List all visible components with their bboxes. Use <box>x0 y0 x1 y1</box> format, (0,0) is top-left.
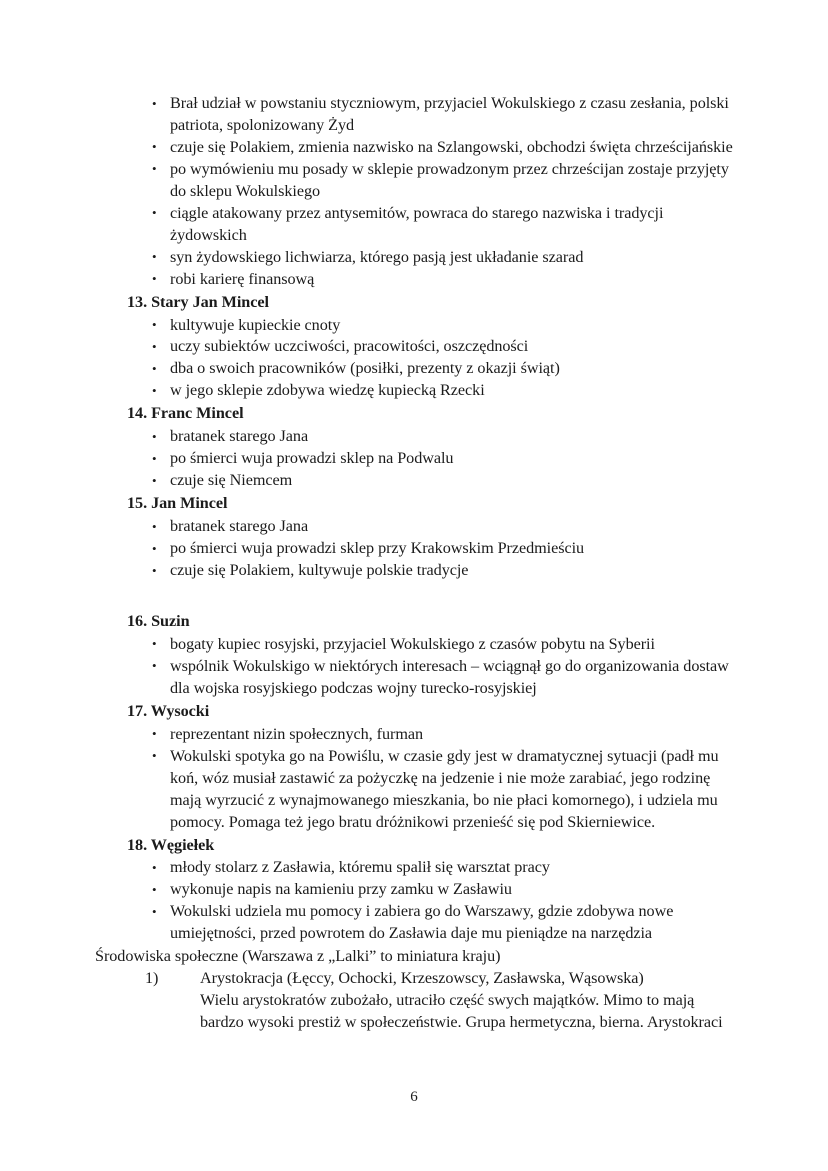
section-heading-17: 17. Wysocki <box>127 701 210 720</box>
list-item: • uczy subiektów uczciwości, pracowitości, oszczędności <box>170 336 735 358</box>
list-item: • po wymówieniu mu posady w sklepie prowadzonym przez chrześcijan zostaje przyjęty do sklepu Wokulskiego <box>170 159 735 203</box>
section-18-bullet-list <box>95 857 735 945</box>
list-item: • w jego sklepie zdobywa wiedzę kupiecką Rzecki <box>170 380 735 402</box>
environments-item-1 <box>145 968 735 990</box>
list-item: • bogaty kupiec rosyjski, przyjaciel Wokulskiego z czasów pobytu na Syberii <box>170 634 735 656</box>
section-heading-15: 15. Jan Mincel <box>127 494 228 513</box>
list-item: • czuje się Polakiem, kultywuje polskie tradycje <box>170 560 735 582</box>
environments-intro-line: Środowiska społeczne (Warszawa z „Lalki” to miniatura kraju) <box>95 947 501 966</box>
list-item: • Wokulski spotyka go na Powiślu, w czasie gdy jest w dramatycznej sytuacji (padł mu koń, wóz musiał zastawić za pożyczkę na jedzenie i nie może zarabiać, jego rodzinę mają wyrzucić z wynajmowanego mieszkania, bo nie płaci komornego), i udziela mu pomocy. Pomaga też jego bratu dróżnikowi przenieść się pod Skierniewice. <box>170 746 735 834</box>
list-item: • czuje się Polakiem, zmienia nazwisko na Szlangowski, obchodzi święta chrześcijańskie <box>170 137 735 159</box>
list-item: • dba o swoich pracowników (posiłki, prezenty z okazji świąt) <box>170 358 735 380</box>
section-heading-18: 18. Węgiełek <box>127 835 215 854</box>
list-item: • robi karierę finansową <box>170 269 735 291</box>
section-13-bullet-list <box>95 315 735 403</box>
list-item: • młody stolarz z Zasławia, któremu spalił się warsztat pracy <box>170 857 735 879</box>
section-heading-13: 13. Stary Jan Mincel <box>127 292 269 311</box>
section-16-bullet-list <box>95 634 735 700</box>
intro-bullet-list <box>95 93 735 291</box>
environments-item-1-body: Wielu arystokratów zubożało, utraciło część swych majątków. Mimo to mają bardzo wysoki prestiż w społeczeństwie. Grupa hermetyczna, bierna. Arystokraci <box>200 991 723 1032</box>
paragraph-spacer <box>95 583 735 611</box>
list-item: • syn żydowskiego lichwiarza, którego pasją jest układanie szarad <box>170 247 735 269</box>
list-item: • wykonuje napis na kamieniu przy zamku w Zasławiu <box>170 879 735 901</box>
section-heading-16: 16. Suzin <box>127 611 190 630</box>
list-item: • po śmierci wuja prowadzi sklep na Podwalu <box>170 448 735 470</box>
section-heading-14: 14. Franc Mincel <box>127 404 244 423</box>
list-item: • czuje się Niemcem <box>170 470 735 492</box>
list-item: • bratanek starego Jana <box>170 516 735 538</box>
list-item: • kultywuje kupieckie cnoty <box>170 315 735 337</box>
list-item: • po śmierci wuja prowadzi sklep przy Krakowskim Przedmieściu <box>170 538 735 560</box>
list-marker: 1) <box>145 969 159 988</box>
list-item: • Brał udział w powstaniu styczniowym, przyjaciel Wokulskiego z czasu zesłania, polski patriota, spolonizowany Żyd <box>170 93 735 137</box>
list-item-title: Arystokracja (Łęccy, Ochocki, Krzeszowscy, Zasławska, Wąsowska) <box>200 969 644 988</box>
page-number: 6 <box>410 1089 418 1105</box>
list-item: • ciągle atakowany przez antysemitów, powraca do starego nazwiska i tradycji żydowskich <box>170 203 735 247</box>
section-15-bullet-list <box>95 516 735 582</box>
page-content <box>95 93 735 1034</box>
list-item: • bratanek starego Jana <box>170 426 735 448</box>
section-17-bullet-list <box>95 724 735 834</box>
list-item: • Wokulski udziela mu pomocy i zabiera go do Warszawy, gdzie zdobywa nowe umiejętności, przed powrotem do Zasławia daje mu pieniądze na narzędzia <box>170 901 735 945</box>
section-14-bullet-list <box>95 426 735 492</box>
list-item: • wspólnik Wokulskigo w niektórych interesach – wciągnął go do organizowania dostaw dla wojska rosyjskiego podczas wojny turecko-rosyjskiej <box>170 656 735 700</box>
list-item: • reprezentant nizin społecznych, furman <box>170 724 735 746</box>
